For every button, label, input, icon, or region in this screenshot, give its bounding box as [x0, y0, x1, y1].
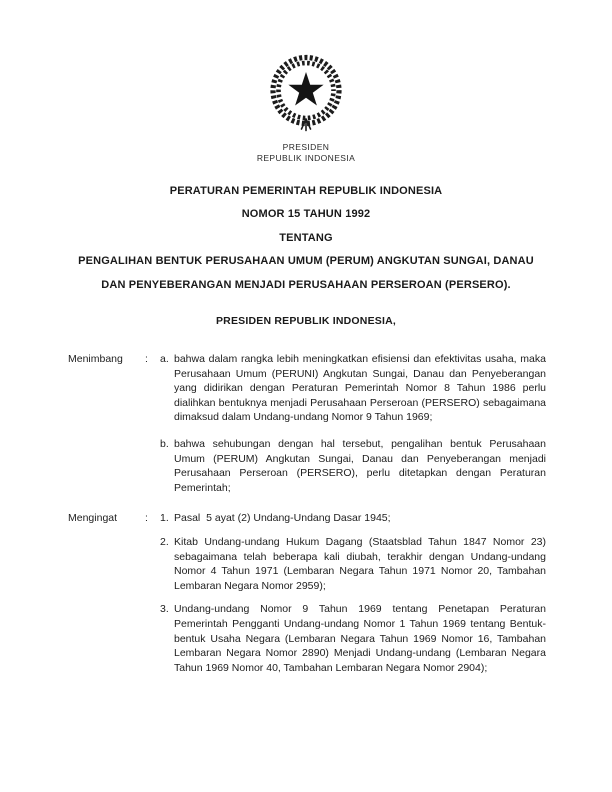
item-text-1: Pasal 5 ayat (2) Undang-Undang Dasar 1945; — [174, 512, 391, 525]
mengingat-item-1 — [68, 511, 546, 526]
letterhead — [0, 52, 612, 163]
section-mengingat — [68, 511, 549, 675]
letterhead-presiden: PRESIDEN — [282, 142, 330, 152]
item-text-a: bahwa dalam rangka lebih meningkatkan efisiensi dan efektivitas usaha, maka Perusahaan Umum (PERUNI) Angkutan Sungai, Danau dan Penyeberangan yang didirikan dengan Peraturan Pemerintah Nomor 8 Tahun 1986 perlu dialihkan bentuknya menjadi Perusahaan Perseroan (PERSERO) sebagaimana dimaksud dalam Undang-undang Nomor 9 Tahun 1969; — [174, 353, 549, 424]
letterhead-republik-indonesia: REPUBLIK INDONESIA — [256, 152, 356, 163]
item-marker-3: 3. — [160, 603, 169, 616]
section-label-menimbang: Menimbang — [68, 353, 123, 365]
item-text-b: bahwa sehubungan dengan hal tersebut, pengalihan bentuk Perusahaan Umum (PERUM) Angkutan Sungai, Danau dan Penyeberangan menjadi Perusahaan Perseroan (PERSERO), perlu ditetapkan dengan Peraturan Pemerintah; — [174, 437, 549, 494]
salutation: PRESIDEN REPUBLIK INDONESIA, — [215, 315, 397, 327]
regulation-title — [0, 180, 612, 297]
item-text-3: Undang-undang Nomor 9 Tahun 1969 tentang Penetapan Peraturan Pemerintah Pengganti Undang-undang Nomor 1 Tahun 1969 tentang Bentuk-bentuk Usaha Negara (Lembaran Negara Tahun 1969 Nomor 16, Tambahan Lembaran Negara Nomor 2890) Menjadi Undang-undang (Lembaran Negara Tahun 1969 Nomor 40, Tambahan Lembaran Negara Nomor 2904); — [174, 603, 549, 674]
title-line-2: NOMOR 15 TAHUN 1992 — [241, 208, 371, 221]
section-label-mengingat: Mengingat — [68, 512, 118, 525]
section-colon: : — [145, 353, 148, 365]
star-wreath-emblem-icon — [267, 52, 345, 134]
title-line-1: PERATURAN PEMERINTAH REPUBLIK INDONESIA — [169, 185, 443, 197]
section-colon: : — [145, 512, 148, 525]
item-marker-1: 1. — [160, 512, 169, 525]
star-icon — [288, 72, 323, 106]
document-body — [68, 352, 549, 684]
section-menimbang — [68, 352, 549, 495]
title-line-4: PENGALIHAN BENTUK PERUSAHAAN UMUM (PERUM) ANGKUTAN SUNGAI, DANAU — [78, 255, 534, 268]
item-marker-b: b. — [160, 437, 169, 450]
title-line-3: TENTANG — [279, 231, 333, 244]
menimbang-item-b — [68, 437, 549, 495]
item-marker-2: 2. — [160, 535, 169, 548]
mengingat-item-3 — [68, 602, 549, 675]
menimbang-item-a — [68, 352, 549, 425]
title-line-5: DAN PENYEBERANGAN MENJADI PERUSAHAAN PERSEROAN (PERSERO). — [101, 278, 511, 291]
item-marker-a: a. — [160, 353, 169, 365]
mengingat-item-2 — [68, 535, 549, 593]
item-text-2: Kitab Undang-undang Hukum Dagang (Staatsblad Tahun 1847 Nomor 23) sebagaimana telah beberapa kali diubah, terakhir dengan Undang-undang Nomor 4 Tahun 1971 (Lembaran Negara Tahun 1971 Nomor 20, Tambahan Lembaran Negara Nomor 2959); — [174, 535, 549, 592]
